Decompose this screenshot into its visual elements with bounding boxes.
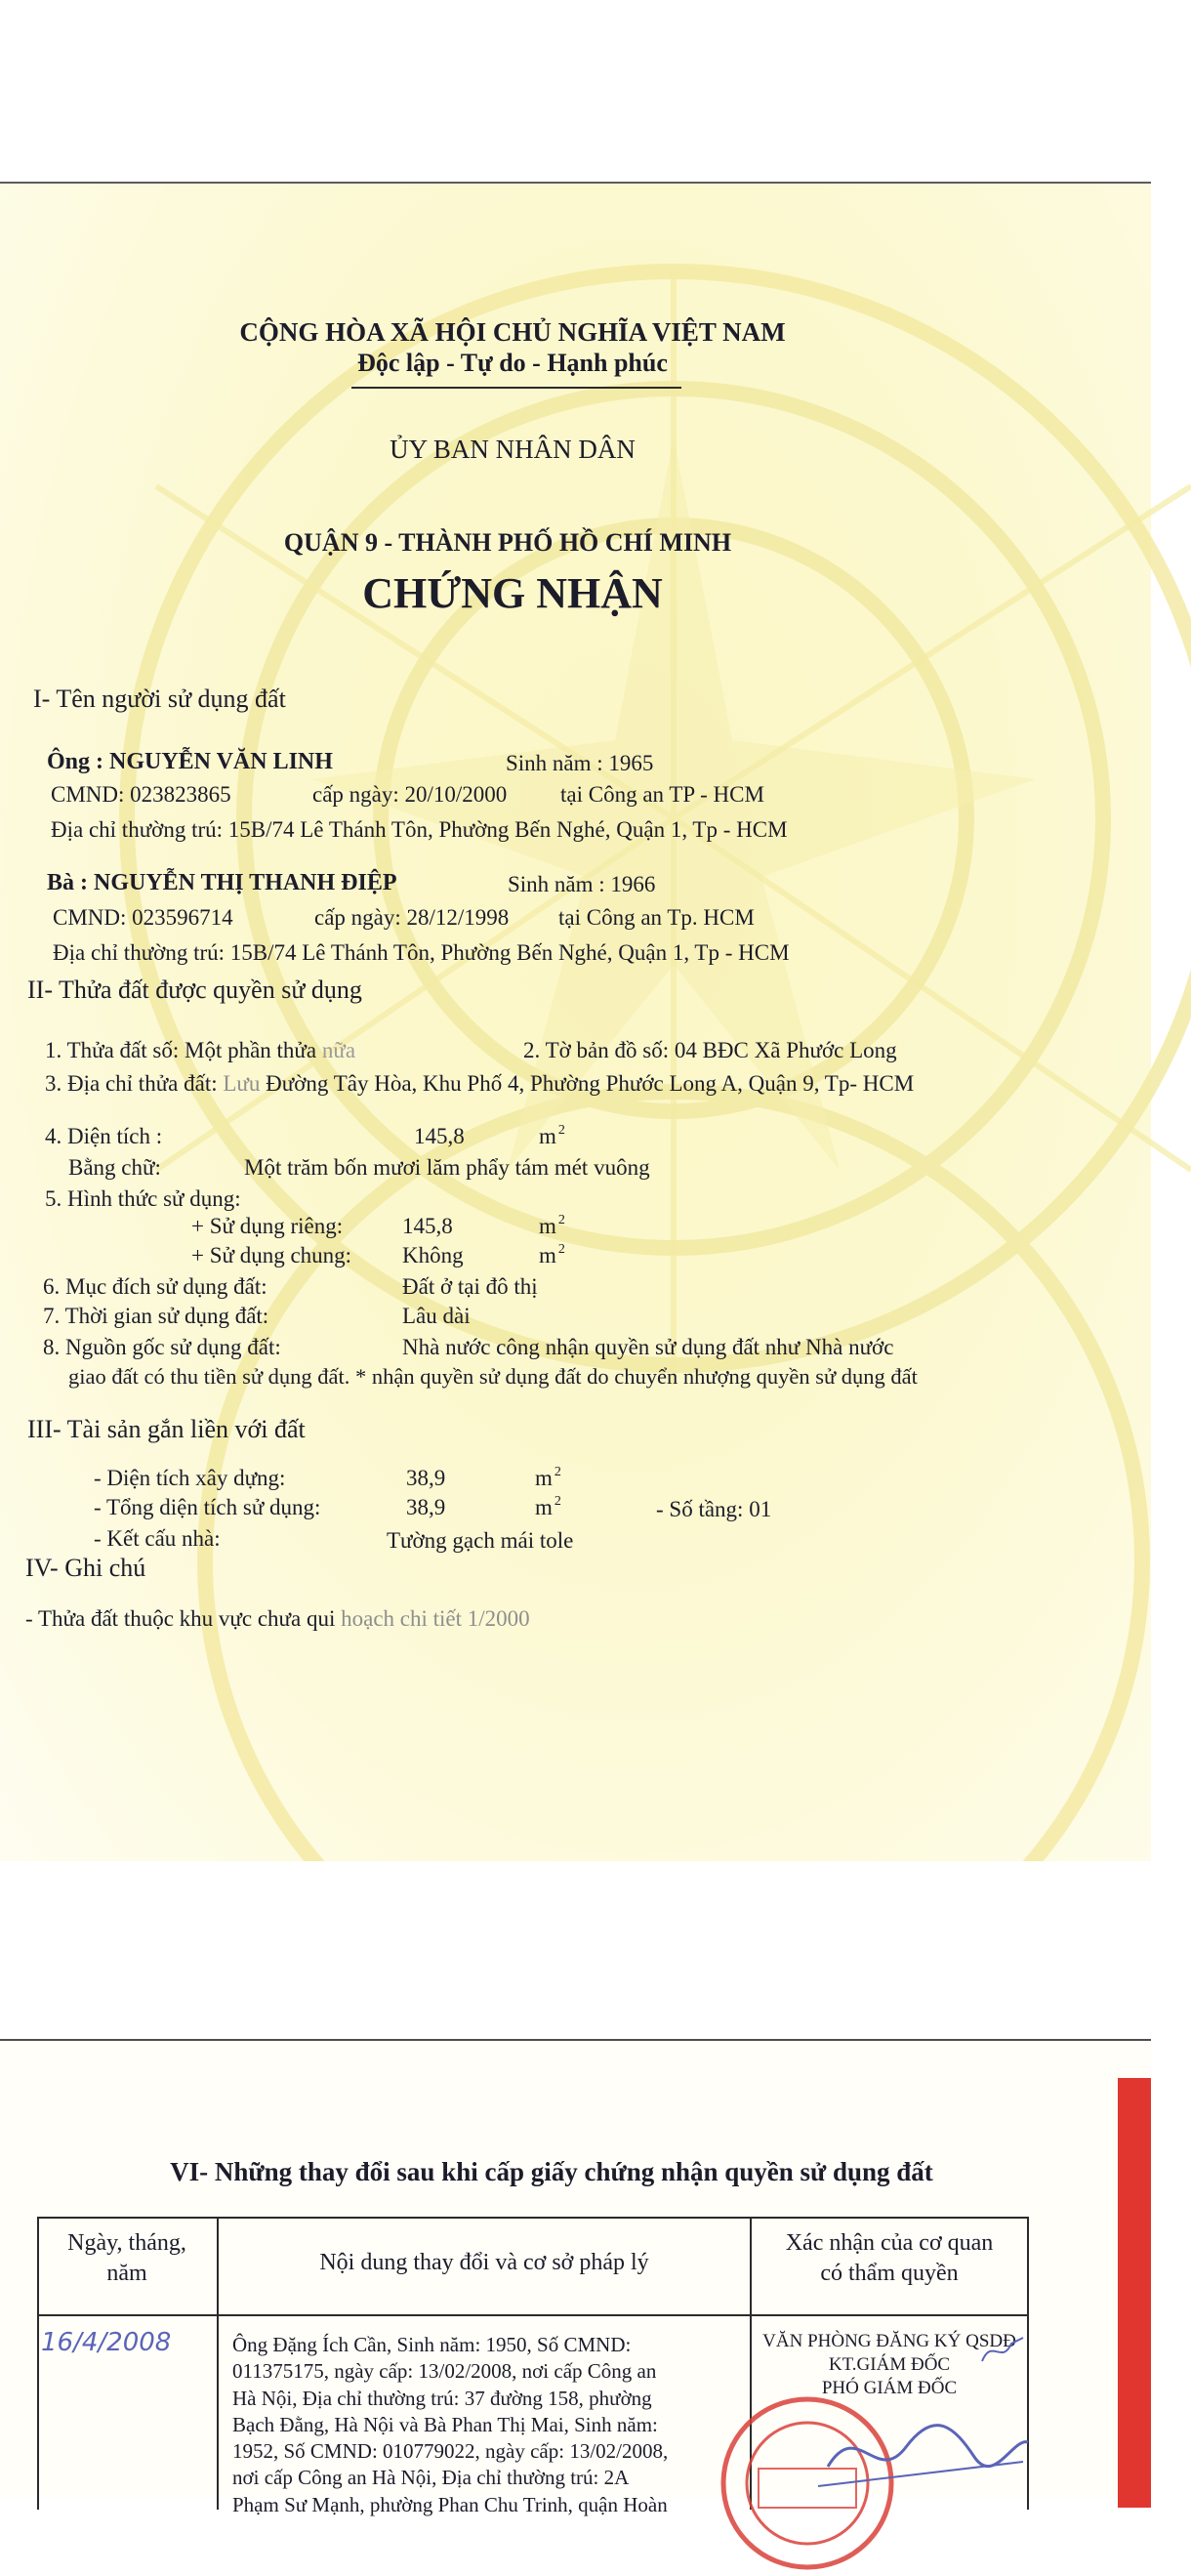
document-title: CHỨNG NHẬN bbox=[362, 569, 663, 617]
header-confirmation: Xác nhận của cơ quan có thẩm quyền bbox=[785, 2230, 994, 2287]
owner-2-name: Bà : NGUYỄN THỊ THANH ĐIỆP bbox=[47, 870, 397, 895]
private-use-label: + Sử dụng riêng: bbox=[191, 1214, 344, 1238]
owner-2-address: Địa chỉ thường trú: 15B/74 Lê Thánh Tôn, Phường Bến Nghé, Quận 1, Tp - HCM bbox=[53, 940, 790, 965]
build-area-unit: m $^2$ bbox=[535, 1465, 561, 1490]
usage-form-label: 5. Hình thức sử dụng: bbox=[45, 1186, 241, 1211]
change-date: 16/4/2008 bbox=[41, 2328, 172, 2357]
total-area-label: - Tổng diện tích sử dụng: bbox=[94, 1495, 321, 1519]
private-use-value: 145,8 bbox=[402, 1214, 453, 1238]
build-area-label: - Diện tích xây dựng: bbox=[94, 1466, 286, 1490]
owner-2-issued: cấp ngày: 28/12/1998 bbox=[314, 905, 510, 930]
origin-value: Nhà nước công nhận quyền sử dụng đất như Nhà nước bbox=[402, 1335, 894, 1359]
owner-2-birth: Sinh năm : 1966 bbox=[508, 872, 656, 896]
owner-2-id: CMND: 023596714 bbox=[53, 905, 233, 930]
certificate-page-1 bbox=[0, 182, 1151, 1863]
initial-mark bbox=[978, 2332, 1027, 2371]
shared-use-label: + Sử dụng chung: bbox=[191, 1243, 352, 1267]
total-area-unit: m $^2$ bbox=[535, 1494, 561, 1519]
confirmation-block: VĂN PHÒNG ĐĂNG KÝ QSDĐ KT.GIÁM ĐỐC PHÓ GIÁM ĐỐC bbox=[762, 2331, 1016, 2398]
owner-1-address: Địa chỉ thường trú: 15B/74 Lê Thánh Tôn, Phường Bến Nghé, Quận 1, Tp - HCM bbox=[51, 817, 788, 842]
note-text: - Thửa đất thuộc khu vực chưa qui hoạch chi tiết 1/2000 bbox=[25, 1606, 530, 1631]
total-area-value: 38,9 bbox=[406, 1495, 446, 1519]
origin-line-2: giao đất có thu tiền sử dụng đất. * nhận quyền sử dụng đất do chuyển nhượng quyền sử dụng đất bbox=[68, 1364, 918, 1389]
motto-underline bbox=[351, 387, 681, 389]
owner-2-issue-place: tại Công an Tp. HCM bbox=[558, 905, 755, 930]
district-name: QUẬN 9 - THÀNH PHỐ HỒ CHÍ MINH bbox=[283, 528, 732, 557]
red-border-stripe bbox=[1118, 2078, 1151, 2508]
structure-value: Tường gạch mái tole bbox=[387, 1528, 574, 1553]
note-faded-text: hoạch chi tiết 1/2000 bbox=[341, 1606, 530, 1631]
committee-name: ỦY BAN NHÂN DÂN bbox=[390, 435, 636, 464]
parcel-faded-text: nữa bbox=[321, 1038, 356, 1062]
parcel-address: 3. Địa chỉ thửa đất: Lưu Đường Tây Hòa, Khu Phố 4, Phường Phước Long A, Quận 9, Tp- HCM bbox=[45, 1071, 915, 1096]
purpose-label: 6. Mục đích sử dụng đất: bbox=[43, 1274, 267, 1299]
section-6-heading: VI- Những thay đổi sau khi cấp giấy chứng nhận quyền sử dụng đất bbox=[170, 2157, 933, 2186]
area-words: Một trăm bốn mươi lăm phẩy tám mét vuông bbox=[244, 1155, 650, 1180]
changes-table bbox=[37, 2217, 1029, 2516]
page-gap bbox=[0, 1861, 1151, 2037]
section-4-heading: IV- Ghi chú bbox=[25, 1554, 146, 1582]
duration-value: Lâu dài bbox=[402, 1304, 471, 1328]
owner-1-issued: cấp ngày: 20/10/2000 bbox=[312, 782, 508, 807]
private-use-unit: m $^2$ bbox=[539, 1213, 565, 1238]
owner-1-name: Ông : NGUYỄN VĂN LINH bbox=[47, 749, 333, 774]
parcel-address-faded: Lưu bbox=[223, 1071, 261, 1096]
duration-label: 7. Thời gian sử dụng đất: bbox=[43, 1304, 269, 1328]
owner-1-issue-place: tại Công an TP - HCM bbox=[560, 782, 764, 807]
area-value: 145,8 bbox=[414, 1124, 465, 1148]
owner-1-birth: Sinh năm : 1965 bbox=[506, 751, 654, 775]
origin-label: 8. Nguồn gốc sử dụng đất: bbox=[43, 1335, 281, 1359]
map-sheet-number: 2. Tờ bản đồ số: 04 BĐC Xã Phước Long bbox=[523, 1038, 897, 1062]
nation-name: CỘNG HÒA XÃ HỘI CHỦ NGHĨA VIỆT NAM bbox=[239, 317, 786, 347]
section-1-heading: I- Tên người sử dụng đất bbox=[33, 685, 286, 713]
shared-use-unit: m $^2$ bbox=[539, 1242, 565, 1267]
area-unit: m $^2$ bbox=[539, 1123, 565, 1148]
area-label: 4. Diện tích : bbox=[45, 1124, 163, 1148]
structure-label: - Kết cấu nhà: bbox=[94, 1526, 221, 1551]
section-2-heading: II- Thửa đất được quyền sử dụng bbox=[27, 976, 362, 1004]
section-3-heading: III- Tài sản gắn liền với đất bbox=[27, 1415, 306, 1443]
change-content: Ông Đặng Ích Cần, Sinh năm: 1950, Số CMND: 011375175, ngày cấp: 13/02/2008, nơi cấp Công an Hà Nội, Địa chỉ thường trú: 37 đường 158, phường Bạch Đằng, Hà Nội và Bà Phan Thị Mai, Sinh năm: 1952, Số CMND: 010779022, ngày cấp: 13/02/2008, nơi cấp Công an Hà Nội, Địa chỉ thường trú: 2A Phạm Sư Mạnh, phường Phan Chu Trinh, quận Hoàn bbox=[232, 2333, 669, 2516]
parcel-number: 1. Thửa đất số: Một phần thửa nữa bbox=[45, 1038, 356, 1062]
header-date: Ngày, tháng, năm bbox=[67, 2230, 186, 2287]
area-words-label: Bằng chữ: bbox=[68, 1155, 161, 1180]
header-content: Nội dung thay đổi và cơ sở pháp lý bbox=[319, 2250, 649, 2275]
nation-motto: Độc lập - Tự do - Hạnh phúc bbox=[357, 349, 668, 377]
floor-count: - Số tầng: 01 bbox=[656, 1497, 772, 1521]
build-area-value: 38,9 bbox=[406, 1466, 446, 1490]
owner-1-id: CMND: 023823865 bbox=[51, 782, 231, 807]
purpose-value: Đất ở tại đô thị bbox=[402, 1274, 538, 1299]
certificate-page-2 bbox=[0, 2039, 1151, 2516]
shared-use-value: Không bbox=[402, 1243, 464, 1267]
signature bbox=[818, 2408, 1033, 2496]
